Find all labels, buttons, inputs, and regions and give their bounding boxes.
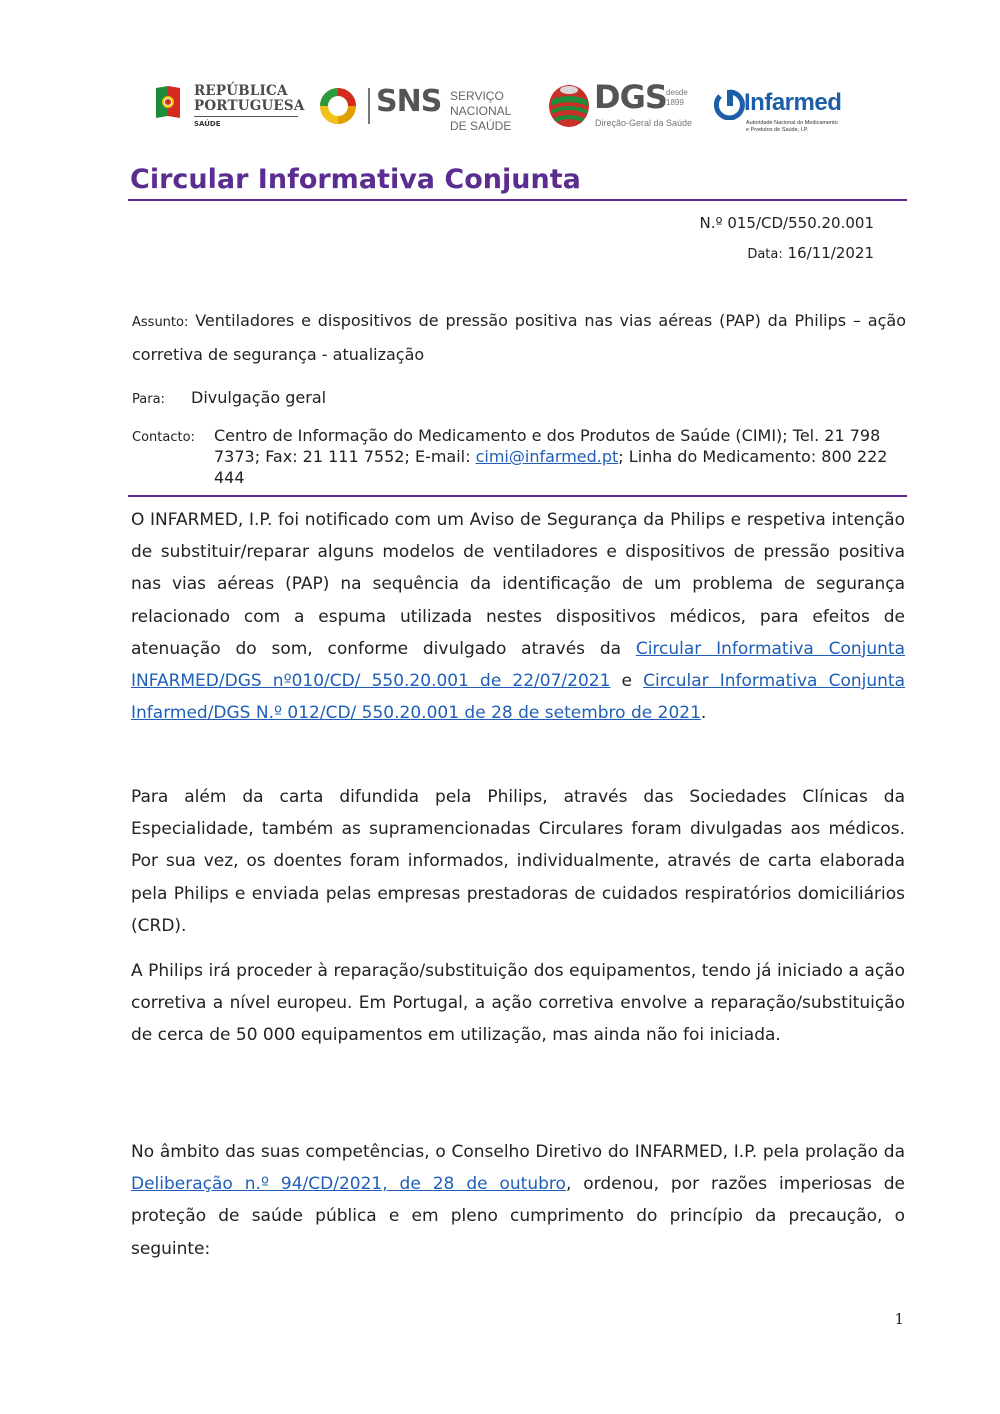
header-divider [128, 495, 907, 497]
document-title: Circular Informativa Conjunta [130, 164, 581, 195]
p4-text-1: No âmbito das suas competências, o Conselho Diretivo do INFARMED, I.P. pela prolação da [131, 1142, 905, 1162]
republica-divider [194, 116, 298, 117]
infarmed-subtitle-line2: e Produtos de Saúde, I.P. [746, 126, 809, 133]
recipients-value: Divulgação geral [191, 388, 327, 407]
portugal-flag-icon [154, 86, 182, 120]
page-number: 1 [894, 1310, 904, 1328]
deliberacao-link[interactable]: Deliberação n.º 94/CD/2021, de 28 de outubro [131, 1174, 566, 1195]
contact-label: Contacto: [132, 430, 195, 445]
dgs-since [666, 88, 688, 108]
contact-block [132, 425, 906, 488]
circular-010-link[interactable]: Circular Informativa Conjunta INFARMED/DGS nº010/CD/ 550.20.001 de 22/07/2021 [131, 638, 905, 692]
sns-ring-icon [318, 86, 358, 126]
republica-subtitle: SAÚDE [194, 120, 221, 128]
republica-line2: PORTUGUESA [194, 98, 305, 114]
infarmed-subtitle [746, 120, 856, 133]
sns-subtitle-line1: SERVIÇO NACIONAL [450, 89, 512, 118]
dgs-since-year: 1899 [666, 98, 684, 107]
sns-subtitle [450, 89, 538, 134]
dgs-wordmark: DGS [594, 78, 667, 116]
p1-text-1: O INFARMED, I.P. foi notificado com um Aviso de Segurança da Philips e respetiva intenção de substituir/reparar alguns modelos de ventiladores e dispositivos de pressão positiva nas vias aéreas (PAP) na sequência da identificação de um problema de segurança relacionado com a espuma utilizada nestes dispositivos médicos, para efeitos de atenuação do som, conforme divulgado através da [131, 510, 905, 659]
republica-line1: REPÚBLICA [194, 83, 288, 99]
body-paragraph-1 [131, 504, 905, 729]
dgs-subtitle: Direção-Geral da Saúde [595, 118, 693, 128]
circular-012-link[interactable]: Circular Informativa Conjunta Infarmed/DGS N.º 012/CD/ 550.20.001 de 28 de setembro de 2021 [131, 671, 905, 724]
republica-logo-text [194, 84, 305, 114]
body-paragraph-2: Para além da carta difundida pela Philips, através das Sociedades Clínicas da Especialidade, também as supramencionadas Circulares foram divulgadas aos médicos. Por sua vez, os doentes foram informados, individualmente, através de carta elaborada pela Philips e enviada pelas empresas prestadoras de cuidados respiratórios domiciliários (CRD). [131, 787, 905, 936]
sns-subtitle-line2: DE SAÚDE [450, 119, 512, 133]
dgs-since-label: desde [666, 88, 688, 97]
logo-bar [150, 78, 860, 148]
title-divider [128, 199, 907, 201]
reference-date [747, 244, 874, 262]
dgs-emblem-icon [548, 82, 590, 128]
sns-divider [368, 88, 370, 124]
body-paragraph-4 [131, 1136, 905, 1265]
sns-wordmark: SNS [376, 84, 442, 119]
subject-label: Assunto: [132, 315, 189, 330]
p1-text-2: e [610, 671, 644, 692]
sns-logo [318, 78, 538, 142]
reference-number: N.º 015/CD/550.20.001 [699, 214, 874, 232]
subject-text: Ventiladores e dispositivos de pressão positiva nas vias aéreas (PAP) da Philips – ação corretiva de segurança - atualização [132, 311, 906, 364]
contact-email-link[interactable]: cimi@infarmed.pt [475, 447, 619, 466]
infarmed-logo [714, 78, 854, 142]
p1-text-3: . [700, 703, 707, 724]
p4-text-2: , ordenou, por razões imperiosas de proteção de saúde pública e em pleno cumprimento do princípio da precaução, o seguinte: [131, 1174, 906, 1259]
infarmed-subtitle-line1: Autoridade Nacional do Medicamento [746, 120, 838, 126]
republica-portuguesa-logo [154, 78, 314, 142]
contact-text-before: Centro de Informação do Medicamento e dos Produtos de Saúde (CIMI); Tel. 21 798 7373; Fax: 21 111 7552; E-mail: [214, 426, 881, 466]
recipients-block [132, 388, 327, 407]
date-value: 16/11/2021 [787, 244, 874, 262]
infarmed-wordmark: Infarmed [744, 89, 842, 116]
infarmed-mark-icon [714, 88, 746, 120]
dgs-logo [548, 78, 698, 142]
body-paragraph-3: A Philips irá proceder à reparação/substituição dos equipamentos, tendo já iniciado a ação corretiva a nível europeu. Em Portugal, a ação corretiva envolve a reparação/substituição de cerca de 50 000 equipamentos em utilização, mas ainda não foi iniciada. [131, 961, 905, 1046]
date-label: Data: [747, 247, 783, 262]
recipients-label: Para: [132, 392, 165, 407]
subject-block [132, 305, 906, 371]
contact-text-after: ; Linha do Medicamento: 800 222 444 [214, 447, 888, 487]
contact-text [214, 425, 906, 488]
